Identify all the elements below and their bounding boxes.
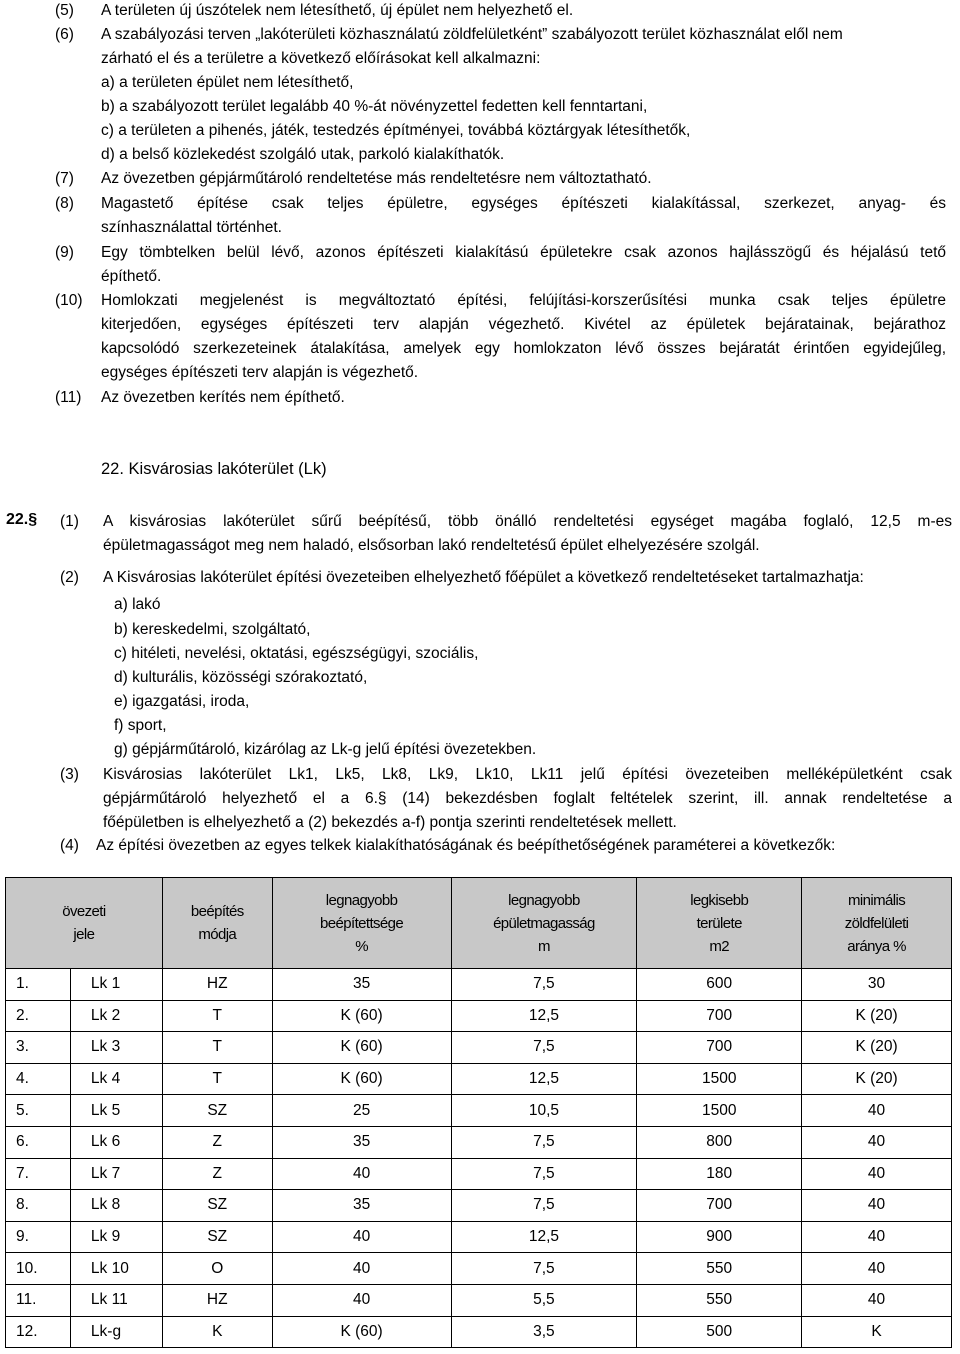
table-cell: SZ [162,1095,272,1127]
header-line: területe [696,914,742,932]
table-cell: K [162,1316,272,1348]
section-heading: 22. Kisvárosias lakóterület (Lk) [101,460,327,478]
table-cell: Lk 7 [70,1158,162,1190]
table-row [6,1126,952,1158]
table-cell: 12,5 [451,1221,637,1253]
paragraph-line: zárható el és a területre a következő előírásokat kell alkalmazni: [101,50,541,67]
list-item: f) sport, [114,717,167,734]
table-cell: T [162,1000,272,1032]
table-row [6,1284,952,1316]
list-item: c) hitéleti, nevelési, oktatási, egészségügyi, szociális, [114,645,479,662]
header-line: épületmagasság [493,914,595,932]
table-cell: 7,5 [451,1158,637,1190]
table-cell: 40 [802,1190,952,1222]
table-cell: 7,5 [451,1190,637,1222]
table-cell: 550 [637,1284,802,1316]
table-cell: K [802,1316,952,1348]
table-cell: 600 [637,969,802,1001]
table-body [6,969,952,1348]
table-row [6,1190,952,1222]
table-cell: O [162,1253,272,1285]
paragraph-line: A szabályozási terven „lakóterületi közhasználatú zöldfelületként” szabályozott terület közhasználat elől nem [101,26,843,43]
paragraph-line: Az övezetben kerítés nem építhető. [101,389,345,406]
list-item-c: c) a területen a pihenés, játék, testedzés építményei, továbbá köztárgyak létesíthetők, [101,122,691,139]
table-cell: Lk 11 [70,1284,162,1316]
paragraph-line: épületmagasságot meg nem haladó, elsősorban lakó rendeltetésű épület elhelyezésére szolgál. [103,537,760,554]
header-line: zöldfelületi [844,914,909,932]
table-cell: Lk 6 [70,1126,162,1158]
table-cell: 7,5 [451,1032,637,1064]
table-cell: 40 [272,1284,451,1316]
table-cell: 1500 [637,1095,802,1127]
paragraph-line: kiterjedően, egységes építészeti terv alapján végezhető. Kivétel az épületek bejáratainak, bejárathoz [101,316,946,333]
table-cell: 7,5 [451,1126,637,1158]
table-cell: Lk-g [70,1316,162,1348]
table-cell: 7,5 [451,969,637,1001]
paragraph-number: (2) [60,569,79,586]
paragraph-line: Kisvárosias lakóterület Lk1, Lk5, Lk8, Lk9, Lk10, Lk11 jelű építési övezeteiben melléképületként csak [103,766,952,783]
header-beepites-modja [162,878,272,969]
list-item: b) kereskedelmi, szolgáltató, [114,621,311,638]
list-item-d: d) a belső közlekedést szolgáló utak, parkoló kialakíthatók. [101,146,505,163]
table-cell: 1500 [637,1063,802,1095]
table-cell: 6. [6,1126,71,1158]
header-line: legnagyobb [508,891,580,909]
table-cell: 700 [637,1190,802,1222]
table-row [6,1000,952,1032]
table-cell: 25 [272,1095,451,1127]
table-cell: 500 [637,1316,802,1348]
table-cell: 7. [6,1158,71,1190]
header-line: módja [198,926,237,943]
header-line: % [355,937,368,955]
header-line: legnagyobb [325,891,398,909]
table-cell: 5,5 [451,1284,637,1316]
header-line: övezeti [62,903,106,920]
table-row [6,969,952,1001]
table-cell: 10. [6,1253,71,1285]
paragraph-line: kapcsolódó szerkezeteinek átalakítása, amelyek egy homlokzaton lévő összes bejáratát érintően egyidejűleg, [101,340,946,357]
table-cell: 8. [6,1190,71,1222]
table-cell: 2. [6,1000,71,1032]
table-cell: Lk 4 [70,1063,162,1095]
list-item-a: a) a területen épület nem létesíthető, [101,74,354,91]
paragraph-number: (4) [60,837,79,854]
paragraph-line: A Kisvárosias lakóterület építési övezeteiben elhelyezhető főépület a következő rendeltetéseket tartalmazhatja: [103,569,864,586]
header-beepitettseg [272,878,451,969]
table-cell: 40 [802,1221,952,1253]
paragraph-line: Homlokzati megjelenést is megváltoztató építési, felújítási-korszerűsítési munka csak teljes épületre [101,292,946,309]
table-cell: 550 [637,1253,802,1285]
table-cell: 5. [6,1095,71,1127]
table-row [6,1316,952,1348]
table-cell: Lk 5 [70,1095,162,1127]
header-line: m [537,937,550,955]
table-cell: 40 [802,1284,952,1316]
paragraph-number: (8) [55,195,74,212]
table-cell: Lk 3 [70,1032,162,1064]
table-cell: Lk 1 [70,969,162,1001]
table-cell: 40 [272,1253,451,1285]
table-cell: 12,5 [451,1000,637,1032]
table-cell: 40 [272,1221,451,1253]
header-zoldfelulet [802,878,952,969]
table-row [6,1221,952,1253]
table-cell: 40 [802,1126,952,1158]
header-line: jele [73,926,95,943]
table-cell: 35 [272,1190,451,1222]
header-ovezeti-jele [6,878,163,969]
table-cell: K (20) [802,1000,952,1032]
table-cell: 40 [802,1253,952,1285]
table-row [6,1253,952,1285]
table-row [6,1063,952,1095]
table-cell: Z [162,1158,272,1190]
section-mark: 22.§ [6,511,38,528]
table-cell: 40 [802,1095,952,1127]
table-cell: 3. [6,1032,71,1064]
parameter-table [5,877,952,1348]
table-cell: Z [162,1126,272,1158]
paragraph-line: Magastető építése csak teljes épületre, egységes építészeti kialakítással, szerkezet, anyag- és [101,195,946,212]
paragraph-line: építhető. [101,268,162,285]
paragraph-line: A területen új úszótelek nem létesíthető, új épület nem helyezhető el. [101,2,574,19]
table-cell: 700 [637,1000,802,1032]
table-cell: Lk 8 [70,1190,162,1222]
header-line: aránya % [847,937,906,955]
paragraph-line: egységes építészeti terv alapján is végezhető. [101,364,419,381]
paragraph-number: (5) [55,2,74,19]
table-cell: 900 [637,1221,802,1253]
table-cell: 35 [272,1126,451,1158]
paragraph-line: Egy tömbtelken belül lévő, azonos építészeti kialakítású épületekre csak azonos hajlásszögű és héjalású tető [101,244,946,261]
header-line: m2 [709,937,730,955]
table-cell: 35 [272,969,451,1001]
table-cell: 40 [802,1158,952,1190]
table-cell: 12. [6,1316,71,1348]
list-item-b: b) a szabályozott terület legalább 40 %-át növényzettel fedetten kell fenntartani, [101,98,648,115]
table-row [6,1032,952,1064]
table-cell: Lk 10 [70,1253,162,1285]
table-cell: Lk 2 [70,1000,162,1032]
list-item: g) gépjárműtároló, kizárólag az Lk-g jelű építési övezetekben. [114,741,537,758]
table-cell: SZ [162,1221,272,1253]
table-cell: Lk 9 [70,1221,162,1253]
table-cell: T [162,1032,272,1064]
paragraph-number: (11) [55,389,82,406]
table-row [6,1095,952,1127]
paragraph-line: gépjárműtároló helyezhető el a 6.§ (14) bekezdésben foglalt feltételek szerint, ill. annak rendeltetése a [103,790,952,807]
table-cell: 40 [272,1158,451,1190]
list-item: a) lakó [114,596,161,613]
paragraph-line: Az övezetben gépjárműtároló rendeltetése más rendeltetésre nem változtatható. [101,170,652,187]
table-cell: K (20) [802,1032,952,1064]
table-cell: 9. [6,1221,71,1253]
header-terulete [637,878,802,969]
header-line: minimális [848,891,906,909]
header-epuletmagassag [451,878,637,969]
header-line: beépítés [190,903,244,920]
table-header-row [6,878,952,969]
table-cell: 12,5 [451,1063,637,1095]
table-cell: 3,5 [451,1316,637,1348]
table-cell: K (60) [272,1063,451,1095]
paragraph-line: színhasználattal történhet. [101,219,282,236]
paragraph-line: Az építési övezetben az egyes telkek kialakíthatóságának és beépíthetőségének paraméterei a következők: [96,837,836,854]
table-cell: HZ [162,969,272,1001]
header-line: beépítettsége [320,914,404,932]
table-cell: 1. [6,969,71,1001]
table-cell: 700 [637,1032,802,1064]
table-row [6,1158,952,1190]
table-cell: K (60) [272,1316,451,1348]
table-cell: 30 [802,969,952,1001]
paragraph-number: (3) [60,766,79,783]
table-cell: 800 [637,1126,802,1158]
list-item: e) igazgatási, iroda, [114,693,250,710]
paragraph-number: (9) [55,244,74,261]
paragraph-number: (7) [55,170,74,187]
header-line: legkisebb [690,891,749,909]
table-cell: 4. [6,1063,71,1095]
paragraph-line: A kisvárosias lakóterület sűrű beépítésű, több önálló rendeltetési egységet magába foglaló, 12,5 m-es [103,513,952,530]
paragraph-line: főépületben is elhelyezhető a (2) bekezdés a-f) pontja szerinti rendeltetések mellett. [103,814,677,831]
table-cell: 7,5 [451,1253,637,1285]
table-cell: K (60) [272,1032,451,1064]
paragraph-number: (10) [55,292,83,309]
list-item: d) kulturális, közösségi szórakoztató, [114,669,368,686]
table-cell: HZ [162,1284,272,1316]
table-cell: 10,5 [451,1095,637,1127]
paragraph-number: (1) [60,513,79,530]
table-cell: SZ [162,1190,272,1222]
table-cell: T [162,1063,272,1095]
table-cell: 180 [637,1158,802,1190]
paragraph-number: (6) [55,26,74,43]
table-cell: 11. [6,1284,71,1316]
table-cell: K (20) [802,1063,952,1095]
table-cell: K (60) [272,1000,451,1032]
